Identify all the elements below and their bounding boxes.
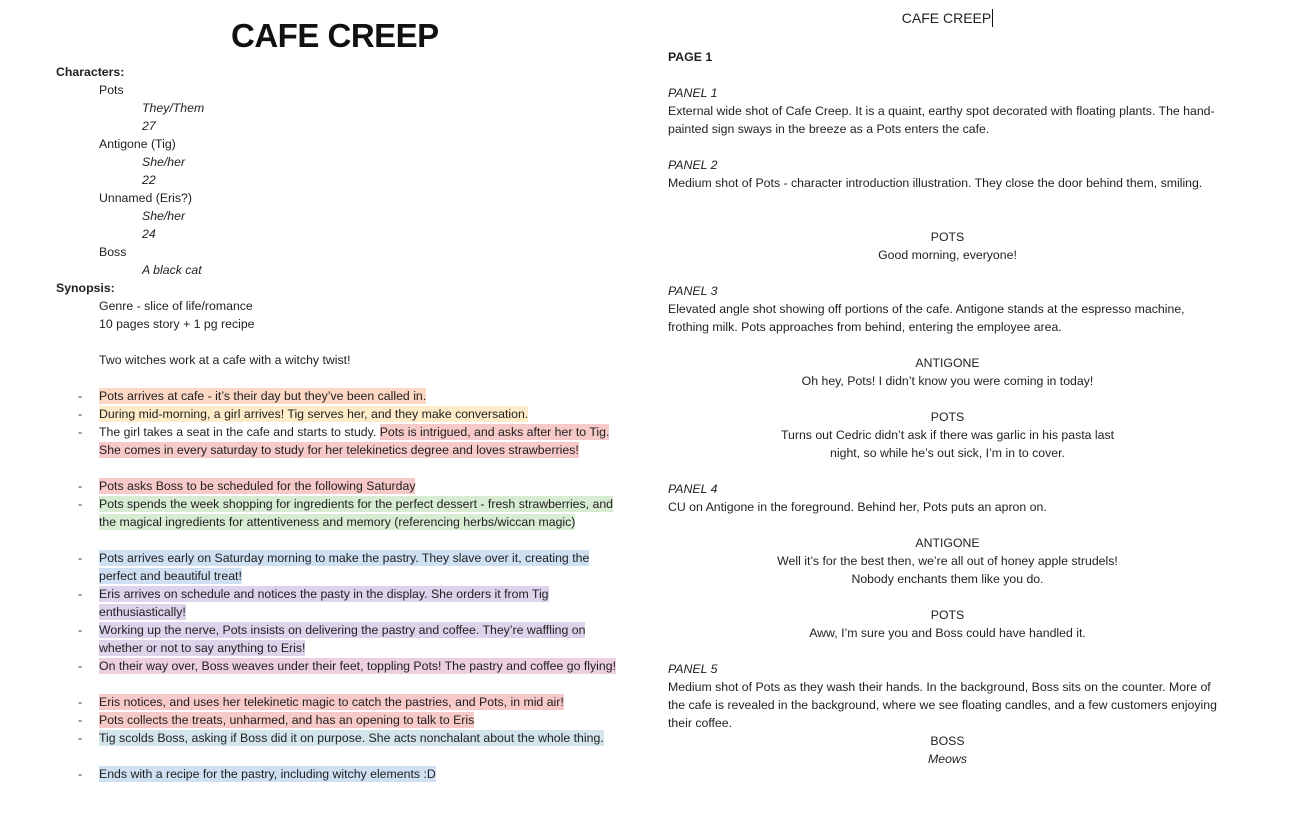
speaker-name: POTS	[930, 608, 965, 622]
panel-label: PANEL 2	[668, 158, 718, 172]
character-name: Boss	[99, 245, 127, 259]
dialogue-line: Well it’s for the best then, we’re all out of honey apple strudels!	[777, 554, 1118, 568]
text-cursor	[992, 9, 993, 27]
synopsis-logline: Two witches work at a cafe with a witchy twist!	[99, 353, 351, 367]
synopsis-pages: 10 pages story + 1 pg recipe	[99, 317, 255, 331]
speaker-name: BOSS	[930, 734, 965, 748]
panel-description: External wide shot of Cafe Creep. It is a quaint, earthy spot decorated with floating plants. The hand-painted sign sways in the breeze as a Pots enters the cafe.	[668, 104, 1215, 136]
panel-label: PANEL 4	[668, 482, 718, 496]
speaker-name: POTS	[930, 410, 965, 424]
panel-description: CU on Antigone in the foreground. Behind her, Pots puts an apron on.	[668, 500, 1047, 514]
script-title[interactable]: CAFE CREEP	[901, 10, 992, 26]
script-document	[650, 0, 1300, 817]
dialogue-line: Oh hey, Pots! I didn’t know you were coming in today!	[801, 374, 1094, 388]
synopsis-heading: Synopsis:	[56, 281, 115, 295]
character-name: Unnamed (Eris?)	[99, 191, 192, 205]
character-pronouns: She/her	[142, 209, 186, 223]
speaker-name: ANTIGONE	[915, 356, 980, 370]
character-age: 24	[142, 227, 156, 241]
page-label: PAGE 1	[668, 50, 713, 64]
panel-label: PANEL 3	[668, 284, 718, 298]
characters-heading: Characters:	[56, 65, 125, 79]
dialogue-line: Aww, I’m sure you and Boss could have handled it.	[809, 626, 1086, 640]
synopsis-genre: Genre - slice of life/romance	[99, 299, 253, 313]
panel-description: Medium shot of Pots as they wash their hands. In the background, Boss sits on the counter. More of the cafe is revealed in the background, where we see floating candles, and a few customers enjoying their coffee.	[668, 680, 1217, 730]
character-pronouns: They/Them	[142, 101, 205, 115]
outline-document: CAFE CREEP Characters: Pots They/Them 27 Antigone (Tig) She/her 22 Unnamed (Eris?) She/her 24 Boss A black cat Synopsis: Genre - slice of life/romance 10 pages story + 1 pg recipe Two witches work at a cafe with a witchy twist! - Pots arrives at cafe - it’s their day but they’ve been called in. - During mid-morning, a girl arrives! Tig serves her, and they make conversation. - The girl takes a seat in the cafe and starts to study. Pots is intrigued, and asks after her to Tig. She comes in every saturday to study for her telekinetics degree and loves strawberries! - Pots asks Boss to be scheduled for the following Saturday - Pots spends the week shopping for ingredients for the perfect dessert - fresh strawberries, and the magical ingredients for attentiveness and memory (referencing herbs/wiccan magic) - Pots arrives early on Saturday morning to make the pastry. They slave over it, creating the perfect and beautiful treat! - Eris arrives on schedule and notices the pasty in the display. She orders it from Tig enthusiastically! - Working up the nerve, Pots insists on delivering the pastry and coffee. They’re waffling on whether or not to say anything to Eris! - On their way over, Boss weaves under their feet, toppling Pots! The pastry and coffee go flying! - Eris notices, and uses her telekinetic magic to catch the pastries, and Pots, in mid air! - Pots collects the treats, unharmed, and has an opening to talk to Eris - Tig scolds Boss, asking if Boss did it on purpose. She acts nonchalant about the whole thing. - Ends with a recipe for the pastry, including witchy elements :D	[0, 0, 650, 817]
document-title: CAFE CREEP	[231, 17, 439, 54]
dialogue-line: night, so while he’s out sick, I’m in to cover.	[830, 446, 1065, 460]
panel-description: Elevated angle shot showing off portions of the cafe. Antigone stands at the espresso machine, frothing milk. Pots approaches from behind, entering the employee area.	[668, 302, 1185, 334]
panel-label: PANEL 5	[668, 662, 718, 676]
dialogue-line: Good morning, everyone!	[878, 248, 1017, 262]
dialogue-line: Nobody enchants them like you do.	[851, 572, 1044, 586]
character-age: 22	[142, 173, 156, 187]
character-name: Antigone (Tig)	[99, 137, 176, 151]
character-name: Pots	[99, 83, 124, 97]
dialogue-line: Meows	[928, 752, 967, 766]
panel-label: PANEL 1	[668, 86, 718, 100]
character-age: 27	[142, 119, 156, 133]
panel-description: Medium shot of Pots - character introduction illustration. They close the door behind them, smiling.	[668, 176, 1203, 190]
character-description: A black cat	[142, 263, 202, 277]
character-pronouns: She/her	[142, 155, 186, 169]
speaker-name: ANTIGONE	[915, 536, 980, 550]
dialogue-line: Turns out Cedric didn’t ask if there was garlic in his pasta last	[780, 428, 1115, 442]
speaker-name: POTS	[930, 230, 965, 244]
